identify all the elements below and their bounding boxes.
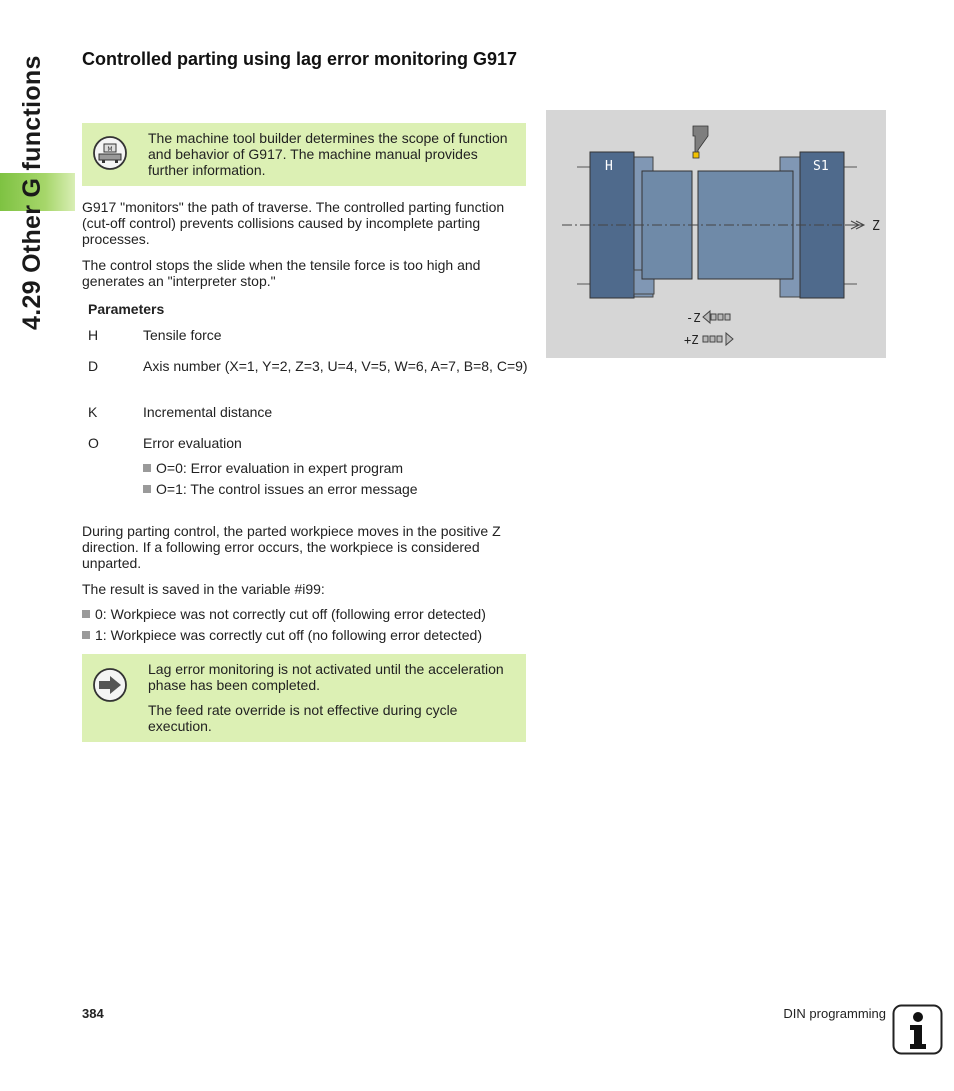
parting-diagram	[546, 110, 886, 358]
o-option-item: O=0: Error evaluation in expert program	[143, 460, 403, 476]
arrow-right-icon	[92, 667, 128, 708]
parameter-key: O	[88, 435, 99, 451]
parameter-desc: Tensile force	[143, 327, 222, 343]
bullet-square-icon	[143, 464, 151, 472]
parameter-desc: Axis number (X=1, Y=2, Z=3, U=4, V=5, W=6, A=7, B=8, C=9)	[143, 358, 528, 374]
intro-paragraph-2: The control stops the slide when the tensile force is too high and generates an "interpreter stop."	[82, 257, 481, 289]
machine-note-box	[82, 123, 526, 186]
machine-note-text: The machine tool builder determines the scope of function and behavior of G917. The machine manual provides further information.	[148, 130, 508, 178]
label-s1: S1	[813, 159, 829, 174]
body-paragraph-1: During parting control, the parted workpiece moves in the positive Z direction. If a following error occurs, the workpiece is considered unparted.	[82, 523, 501, 571]
tool-tip-marker	[693, 152, 699, 158]
minus-z-label: -Z	[686, 311, 701, 325]
parameters-heading: Parameters	[88, 301, 165, 317]
z-axis-label: Z	[872, 219, 880, 234]
intro-paragraph-1: G917 "monitors" the path of traverse. The controlled parting function (cut-off control) prevents collisions caused by incomplete parting processes.	[82, 199, 505, 247]
label-h: H	[605, 159, 613, 174]
bullet-square-icon	[82, 631, 90, 639]
parameter-key: D	[88, 358, 99, 374]
footer-chapter: DIN programming	[783, 1006, 886, 1021]
parameter-key: H	[88, 327, 99, 343]
plus-z-label: +Z	[684, 333, 699, 347]
bullet-square-icon	[82, 610, 90, 618]
hint-note-line-1: Lag error monitoring is not activated until the acceleration phase has been completed.	[148, 661, 504, 693]
result-list-item: 1: Workpiece was correctly cut off (no following error detected)	[82, 627, 482, 643]
svg-text:M: M	[107, 146, 113, 153]
o-option-item: O=1: The control issues an error message	[143, 481, 418, 497]
info-icon	[892, 1004, 943, 1060]
section-heading: Controlled parting using lag error monitoring G917	[82, 49, 518, 69]
body-paragraph-2: The result is saved in the variable #i99:	[82, 581, 325, 597]
hint-note-line-2: The feed rate override is not effective during cycle execution.	[148, 702, 458, 734]
bullet-square-icon	[143, 485, 151, 493]
parameter-desc: Error evaluation	[143, 435, 242, 451]
page-number: 384	[82, 1006, 104, 1021]
parameter-key: K	[88, 404, 98, 420]
machine-manual-icon	[92, 135, 128, 176]
chapter-title: 4.29 Other G functions	[18, 55, 46, 330]
result-list-item: 0: Workpiece was not correctly cut off (following error detected)	[82, 606, 486, 622]
parameter-desc: Incremental distance	[143, 404, 273, 420]
hint-note-box	[82, 654, 526, 742]
